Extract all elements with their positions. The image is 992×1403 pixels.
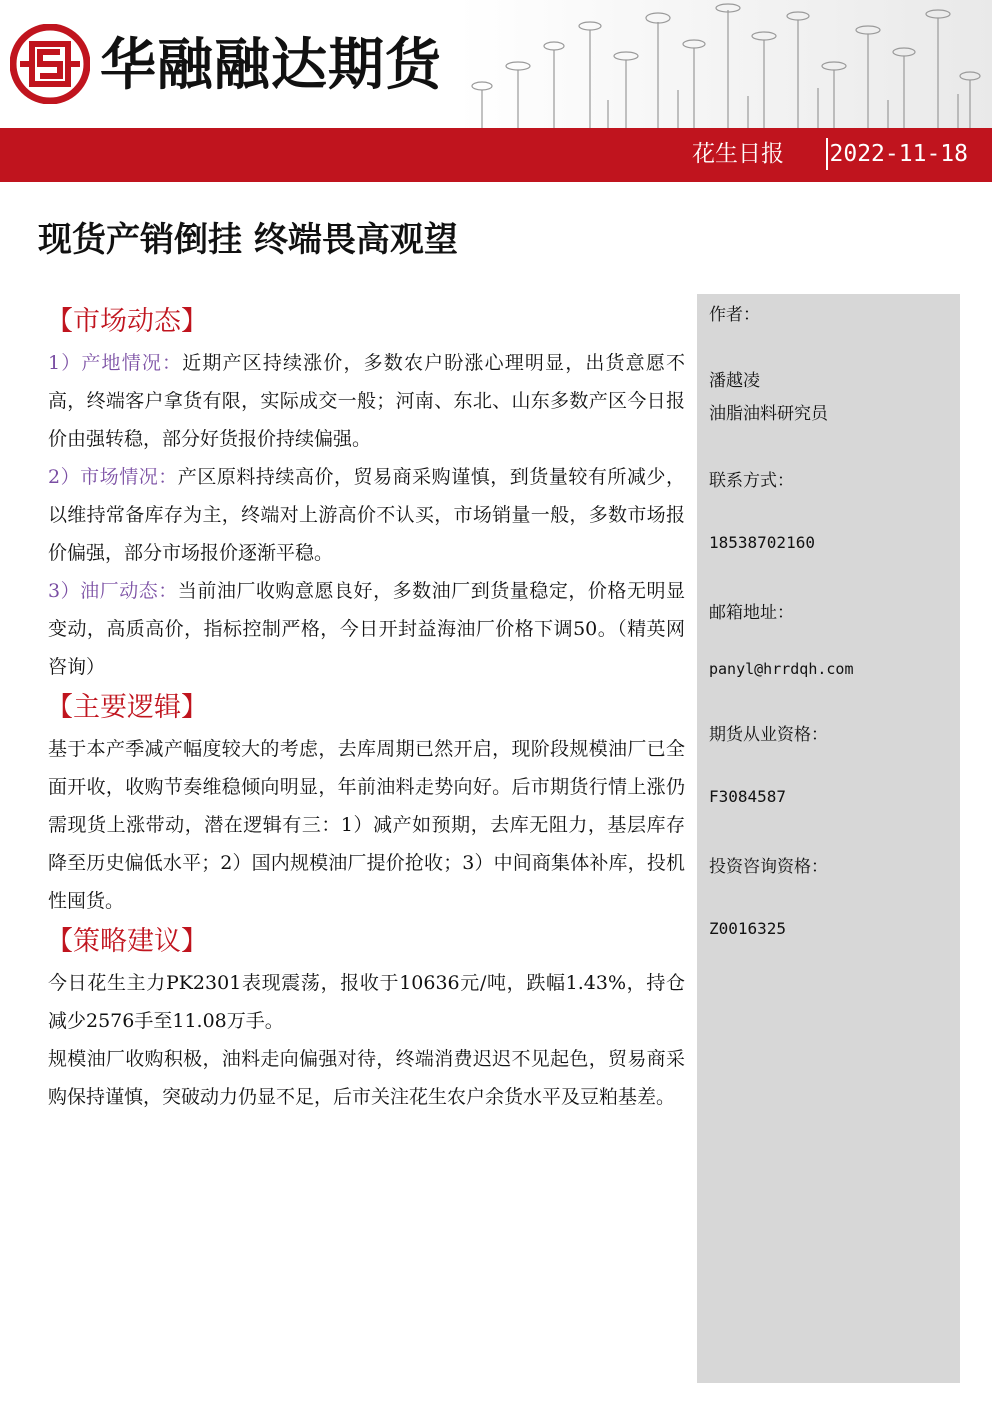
brand-name: 华融融达期货: [100, 33, 442, 98]
author-label: 作者：: [709, 305, 760, 325]
market-item-text: 近期产区持续涨价，多数农户盼涨心理明显，出货意愿不高，终端客户拿货有限，实际成交一般；河南、东北、山东多数产区今日报价由强转稳，部分好货报价持续偏强。: [48, 352, 685, 450]
market-item-text: 当前油厂收购意愿良好，多数油厂到货量稳定，价格无明显变动，高质高价，指标控制严格，今日开封益海油厂价格下调50。（精英网咨询）: [48, 580, 685, 678]
contact-label: 联系方式：: [709, 471, 794, 491]
logic-text: 基于本产季减产幅度较大的考虑，去库周期已然开启，现阶段规模油厂已全面开收，收购节奏维稳倾向明显，年前油料走势向好。后市期货行情上涨仍需现货上涨带动，潜在逻辑有三：1）减产如预期，去库无阻力，基层库存降至历史偏低水平；2）国内规模油厂提价抢收；3）中间商集体补库，投机性囤货。: [48, 738, 685, 912]
decorative-pattern: [458, 0, 992, 128]
advisory-qualification-value: Z0016325: [709, 919, 787, 938]
company-logo-icon: [10, 24, 90, 104]
section-heading-strategy: 【策略建议】: [46, 926, 208, 957]
author-name: 潘越凌: [709, 371, 760, 391]
report-date: 2022-11-18: [829, 141, 968, 167]
futures-qualification-value: F3084587: [709, 787, 787, 806]
main-content: [48, 300, 685, 1116]
report-banner: [0, 128, 992, 182]
futures-qualification-label: 期货从业资格：: [709, 725, 828, 745]
author-title: 油脂油料研究员: [709, 404, 828, 424]
section-heading-market: 【市场动态】: [46, 306, 208, 337]
strategy-paragraph: 规模油厂收购积极，油料走向偏强对待，终端消费迟迟不见起色，贸易商采购保持谨慎，突破动力仍显不足，后市关注花生农户余货水平及豆粕基差。: [48, 1048, 685, 1108]
strategy-paragraph: 今日花生主力PK2301表现震荡，报收于10636元/吨，跌幅1.43%，持仓减少2576手至11.08万手。: [48, 972, 685, 1032]
section-heading-logic: 【主要逻辑】: [46, 692, 208, 723]
report-title: 现货产销倒挂 终端畏高观望: [38, 220, 458, 260]
market-item-origin: [48, 344, 685, 458]
email-label: 邮箱地址：: [709, 603, 794, 623]
market-item-market: [48, 458, 685, 572]
author-sidebar: [697, 294, 960, 1383]
report-type: 花生日报: [692, 141, 784, 167]
market-item-label: 2）市场情况：: [48, 466, 178, 488]
banner-separator: [826, 138, 828, 170]
advisory-qualification-label: 投资咨询资格：: [709, 857, 828, 877]
market-item-oil-mill: [48, 572, 685, 686]
market-item-label: 3）油厂动态：: [48, 580, 178, 602]
report-header: [0, 0, 992, 130]
market-item-label: 1）产地情况：: [48, 352, 183, 374]
email-value: panyl@hrrdqh.com: [709, 660, 854, 678]
market-item-text: 产区原料持续高价，贸易商采购谨慎，到货量较有所减少，以维持常备库存为主，终端对上游高价不认买，市场销量一般，多数市场报价偏强，部分市场报价逐渐平稳。: [48, 466, 685, 564]
contact-value: 18538702160: [709, 533, 815, 552]
